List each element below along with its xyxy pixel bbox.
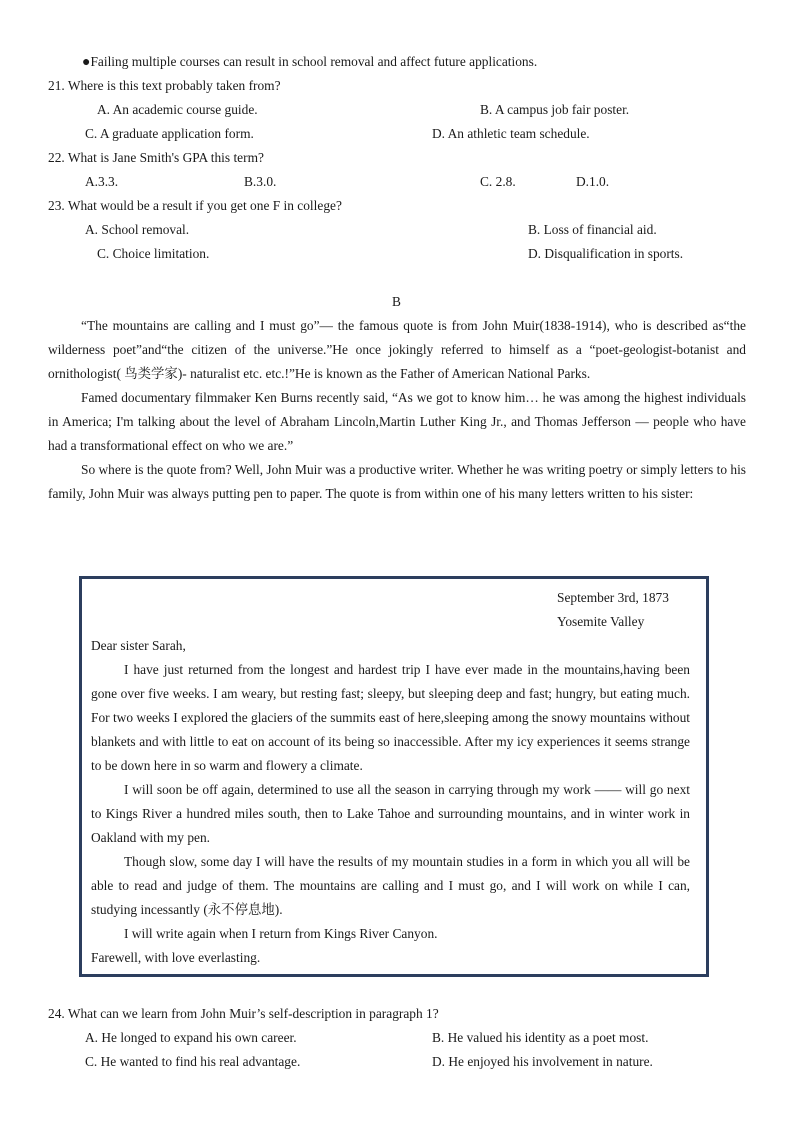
- question-24-stem: 24. What can we learn from John Muir’s self-description in paragraph 1?: [48, 1006, 439, 1021]
- letter-paragraph-1: I have just returned from the longest and hardest trip I have ever made in the mountains,having been gone over five weeks. I am weary, but resting fast; sleepy, but sleeping deep and fast; hungry, but eating much. For two weeks I explored the glaciers of the summits east of here,sleeping among the snowy mountains without blankets and with little to eat on account of its being so inaccessible. After my icy experiences it seems strange to be down here in so warm and flowery a climate.: [91, 662, 690, 773]
- letter-closing: Farewell, with love everlasting.: [91, 950, 261, 965]
- passage-paragraph-3: So where is the quote from? Well, John Muir was a productive writer. Whether he was writing poetry or simply letters to his family, John Muir was always putting pen to paper. The quote is from within one of his many letters written to his sister:: [48, 462, 746, 501]
- section-b-label: B: [392, 294, 401, 309]
- q24-option-d[interactable]: D. He enjoyed his involvement in nature.: [432, 1054, 653, 1069]
- q23-option-a[interactable]: A. School removal.: [85, 222, 190, 237]
- letter-paragraph-2: I will soon be off again, determined to use all the season in carrying through my work —— will go next to Kings River a hundred miles south, then to Lake Tahoe and surrounding mountains, and in winter work in Oakland with my pen.: [91, 782, 690, 845]
- q23-option-b[interactable]: B. Loss of financial aid.: [528, 222, 657, 237]
- q24-option-b[interactable]: B. He valued his identity as a poet most.: [432, 1030, 649, 1045]
- bullet-icon: ●: [82, 55, 91, 70]
- letter-salutation: Dear sister Sarah,: [91, 638, 186, 653]
- q24-option-a[interactable]: A. He longed to expand his own career.: [85, 1030, 297, 1045]
- q21-option-c[interactable]: C. A graduate application form.: [85, 126, 254, 141]
- question-22-stem: 22. What is Jane Smith's GPA this term?: [48, 150, 264, 165]
- q22-option-b[interactable]: B.3.0.: [244, 174, 277, 189]
- passage-paragraph-2: Famed documentary filmmaker Ken Burns recently said, “As we got to know him… he was among the highest individuals in America; I'm talking about the level of Abraham Lincoln,Martin Luther King Jr., and Thomas Jefferson — people who have had a transformational effect on who we are.”: [48, 390, 746, 453]
- letter-paragraph-4: I will write again when I return from Kings River Canyon.: [124, 926, 438, 941]
- q21-option-d[interactable]: D. An athletic team schedule.: [432, 126, 590, 141]
- letter-place: Yosemite Valley: [557, 614, 645, 629]
- section-b-passage: [48, 314, 746, 506]
- q22-option-a[interactable]: A.3.3.: [85, 174, 119, 189]
- passage-paragraph-1: “The mountains are calling and I must go”— the famous quote is from John Muir(1838-1914), who is described as“the wilderness poet”and“the citizen of the universe.”He once jokingly referred to himself as a “poet-geologist-botanist and ornithologist( 鸟类学家)- naturalist etc. etc.!”He is known as the Father of American National Parks.: [48, 318, 746, 381]
- bullet-line: [82, 54, 537, 71]
- q22-option-c[interactable]: C. 2.8.: [480, 174, 516, 189]
- q23-option-d[interactable]: D. Disqualification in sports.: [528, 246, 684, 261]
- q23-option-c[interactable]: C. Choice limitation.: [97, 246, 210, 261]
- question-21-stem: 21. Where is this text probably taken from?: [48, 78, 281, 93]
- question-23-stem: 23. What would be a result if you get one F in college?: [48, 198, 342, 213]
- bullet-text: Failing multiple courses can result in school removal and affect future applications.: [90, 54, 538, 69]
- q21-option-a[interactable]: A. An academic course guide.: [97, 102, 258, 117]
- letter-body: [91, 658, 690, 946]
- letter-paragraph-3: Though slow, some day I will have the results of my mountain studies in a form in which you all will be able to read and judge of them. The mountains are calling and I must go, and I will work on while I can, studying incessantly (永不停息地).: [91, 854, 690, 917]
- letter-date: September 3rd, 1873: [557, 590, 669, 605]
- q24-option-c[interactable]: C. He wanted to find his real advantage.: [85, 1054, 301, 1069]
- q21-option-b[interactable]: B. A campus job fair poster.: [480, 102, 630, 117]
- q22-option-d[interactable]: D.1.0.: [576, 174, 610, 189]
